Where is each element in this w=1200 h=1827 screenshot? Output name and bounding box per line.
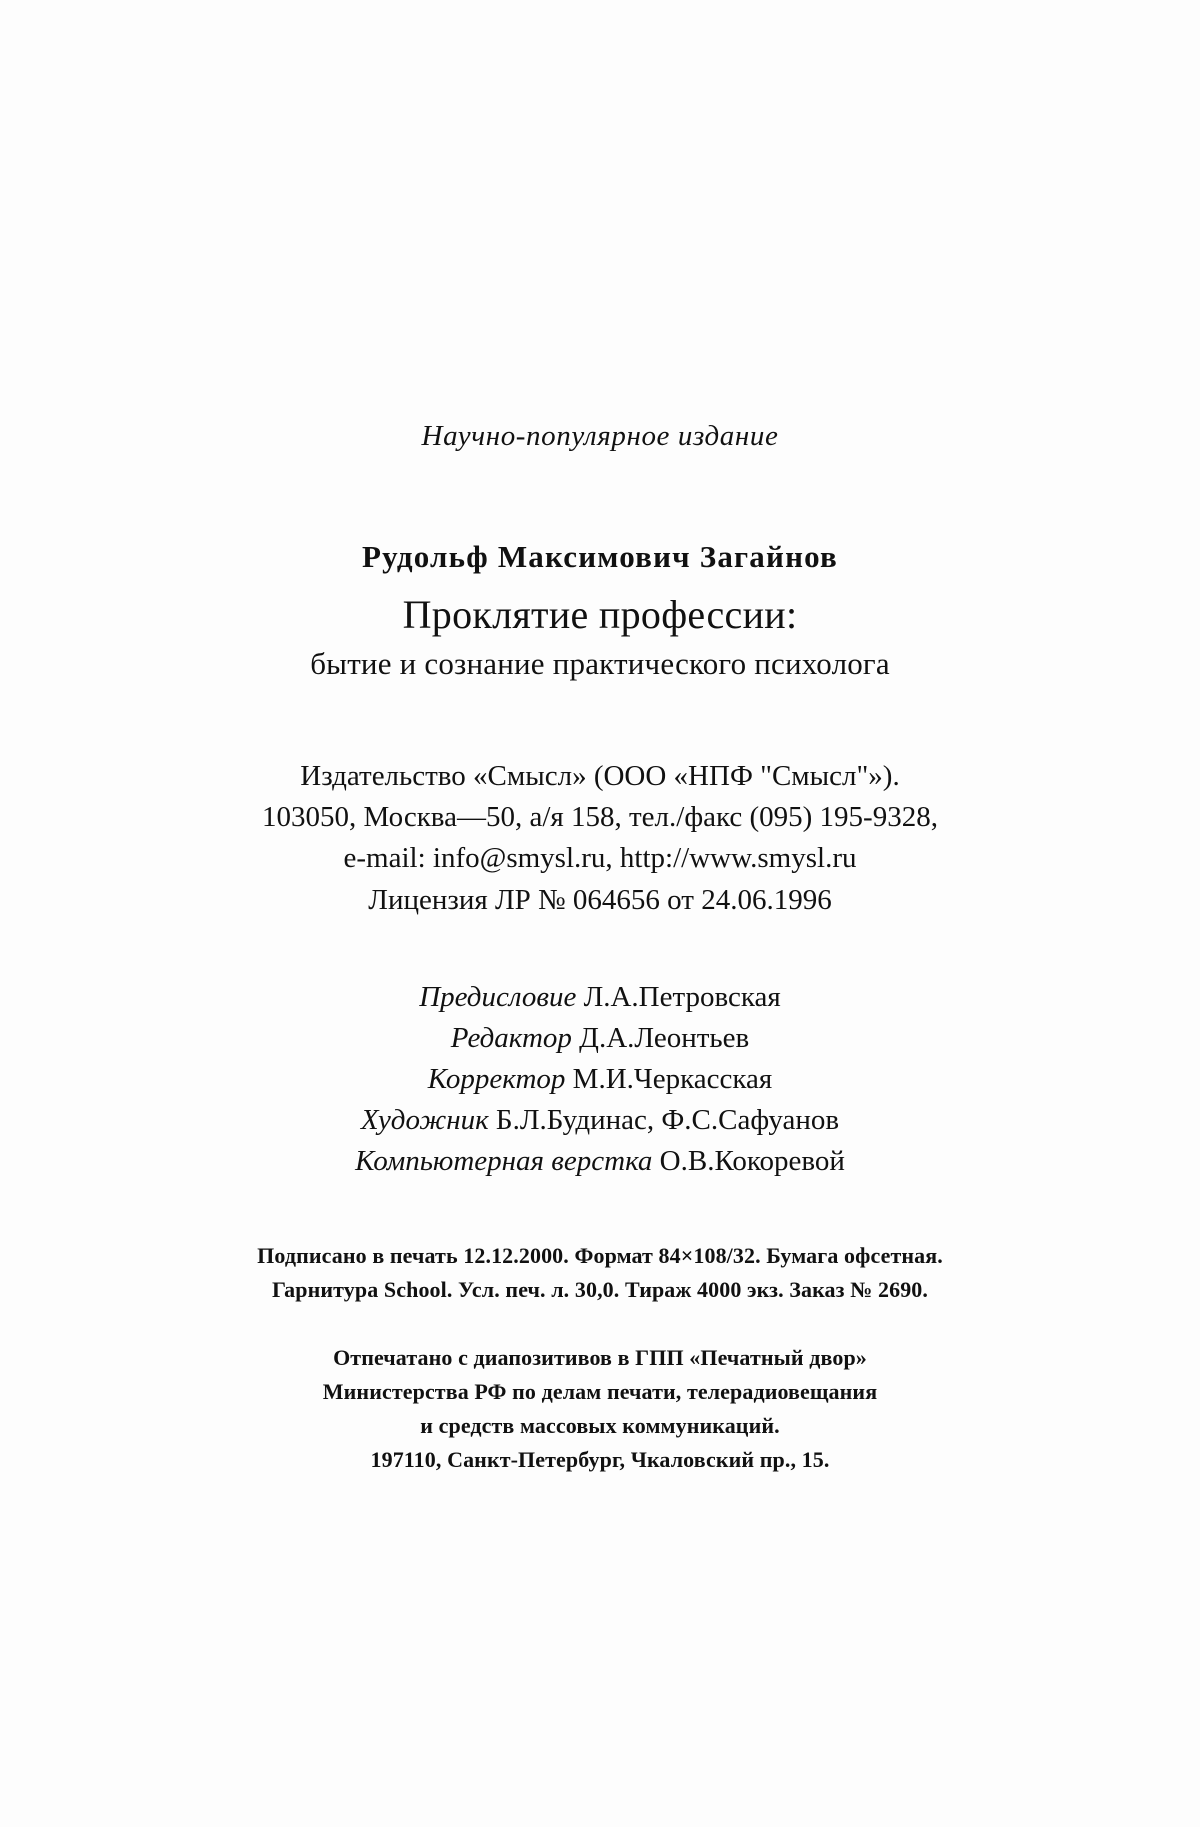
credit-row (150, 977, 1050, 1018)
imprint-line: Подписано в печать 12.12.2000. Формат 84×108/32. Бумага офсетная. (257, 1242, 943, 1268)
credit-role: Компьютерная верстка (355, 1145, 653, 1178)
credits-block (150, 977, 1050, 1183)
printing-house-block (150, 1341, 1050, 1477)
printing-house-line: Отпечатано с диапозитивов в ГПП «Печатный двор» (333, 1344, 867, 1370)
printing-house-line: и средств массовых коммуникаций. (420, 1412, 780, 1438)
colophon-content (150, 420, 1050, 1477)
edition-type-label: Научно-популярное издание (421, 420, 779, 452)
credit-name: О.В.Кокоревой (659, 1145, 845, 1178)
credit-role: Редактор (450, 1021, 572, 1054)
publisher-line: Издательство «Смысл» (ООО «НПФ "Смысл"»). (300, 760, 900, 792)
credit-row (150, 1141, 1050, 1182)
credit-row (150, 1059, 1050, 1100)
credit-row (150, 1100, 1050, 1141)
publisher-address-line: 103050, Москва—50, а/я 158, тел./факс (095) 195-9328, (262, 801, 938, 834)
credit-role: Корректор (427, 1063, 566, 1096)
credit-row (150, 1018, 1050, 1059)
publisher-contact-line: e-mail: info@smysl.ru, http://www.smysl.ru (343, 842, 857, 875)
book-title: Проклятие профессии: (402, 592, 798, 637)
credit-name: Л.А.Петровская (583, 980, 781, 1013)
credit-name: М.И.Черкасская (572, 1063, 773, 1096)
credit-role: Предисловие (419, 980, 577, 1013)
author-name: Рудольф Максимович Загайнов (361, 539, 838, 574)
imprint-line: Гарнитура School. Усл. печ. л. 30,0. Тираж 4000 экз. Заказ № 2690. (272, 1276, 928, 1302)
publisher-license-line: Лицензия ЛР № 064656 от 24.06.1996 (368, 883, 832, 916)
printing-house-line: Министерства РФ по делам печати, телерадиовещания (322, 1378, 878, 1404)
publisher-block (150, 756, 1050, 921)
credit-name: Д.А.Леонтьев (579, 1021, 750, 1054)
credit-role: Художник (360, 1104, 489, 1137)
book-subtitle: бытие и сознание практического психолога (310, 646, 890, 681)
credit-name: Б.Л.Будинас, Ф.С.Сафуанов (495, 1104, 840, 1137)
printing-house-address: 197110, Санкт-Петербург, Чкаловский пр., 15. (370, 1447, 830, 1473)
imprint-block (150, 1239, 1050, 1307)
